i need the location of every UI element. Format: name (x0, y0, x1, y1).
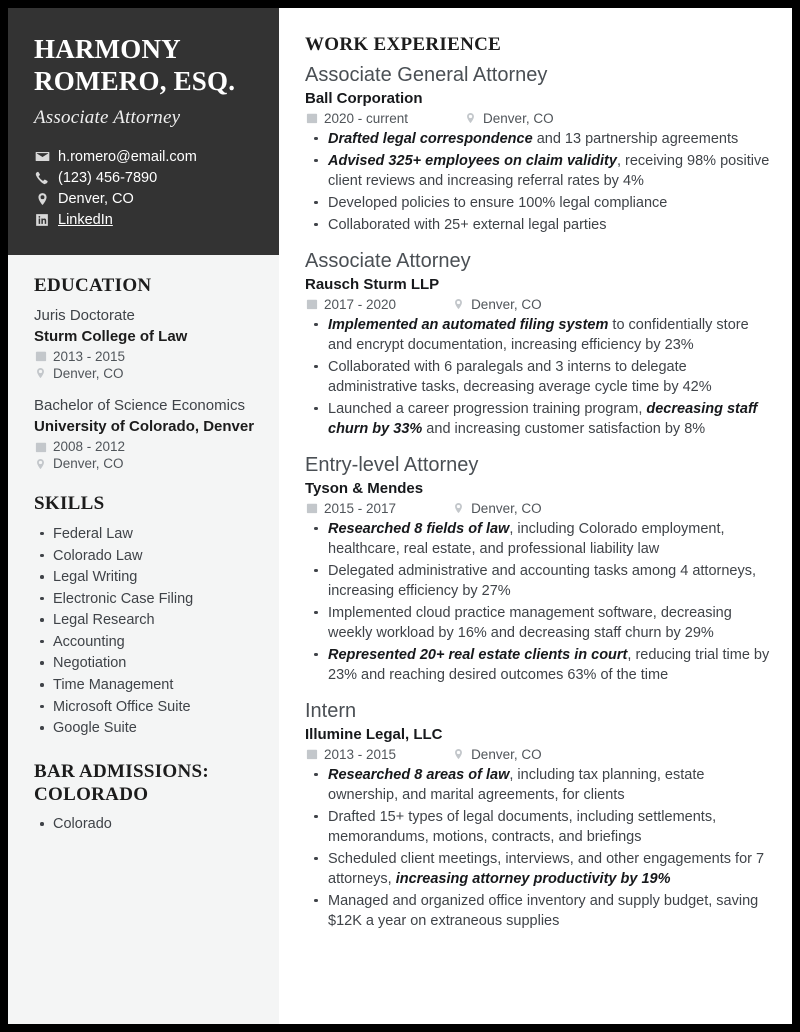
job-bullet: Collaborated with 6 paralegals and 3 interns to delegate administrative tasks, decreasing average cycle time by 42% (305, 357, 772, 397)
list-item: Negotiation (34, 653, 255, 674)
education-section (34, 275, 255, 471)
job-bullet: Managed and organized office inventory and supply budget, saving $12K a year on extraneous supplies (305, 891, 772, 931)
job-entry (305, 699, 772, 931)
education-location (34, 366, 255, 381)
education-location-text: Denver, CO (53, 365, 124, 381)
list-item: Legal Research (34, 610, 255, 631)
skills-section (34, 493, 255, 739)
candidate-subtitle: Associate Attorney (34, 106, 181, 128)
job-bullet: Collaborated with 25+ external legal parties (305, 215, 772, 235)
job-title: Associate Attorney (305, 249, 471, 272)
bar-admissions-section (34, 761, 255, 835)
job-company: Ball Corporation (305, 90, 423, 108)
job-entry (305, 249, 772, 439)
job-dates-text: 2020 - current (324, 110, 409, 126)
job-entry (305, 63, 772, 235)
job-bullet-list (305, 765, 772, 931)
calendar-icon (34, 440, 47, 453)
education-dates (34, 439, 255, 454)
job-dates (305, 111, 408, 126)
resume-page (8, 8, 792, 1024)
job-bullet: Researched 8 areas of law, including tax planning, estate ownership, and marital agreements, for clients (305, 765, 772, 805)
contact-location-text: Denver, CO (58, 190, 134, 207)
sidebar (8, 8, 279, 1024)
education-degree: Juris Doctorate (34, 306, 135, 324)
job-bullet: Drafted legal correspondence and 13 partnership agreements (305, 129, 772, 149)
job-dates-text: 2015 - 2017 (324, 500, 397, 516)
skills-heading: SKILLS (34, 493, 105, 515)
job-dates (305, 501, 396, 516)
list-item: Federal Law (34, 524, 255, 545)
education-dates-text: 2008 - 2012 (53, 439, 126, 455)
bar-admissions-list (34, 814, 255, 835)
calendar-icon (34, 350, 47, 363)
job-bullet: Drafted 15+ types of legal documents, including settlements, memorandums, motions, contracts, and briefings (305, 807, 772, 847)
sidebar-header (8, 8, 279, 255)
bar-admissions-heading: BAR ADMISSIONS: COLORADO (34, 760, 210, 805)
job-location (452, 501, 542, 516)
job-location (464, 111, 554, 126)
education-degree: Bachelor of Science Economics (34, 396, 245, 414)
job-title: Entry-level Attorney (305, 453, 479, 476)
job-bullet: Launched a career progression training program, decreasing staff churn by 33% and increasing customer satisfaction by 8% (305, 399, 772, 439)
job-location-text: Denver, CO (483, 110, 554, 126)
list-item: Accounting (34, 632, 255, 653)
job-bullet: Delegated administrative and accounting tasks among 4 attorneys, increasing efficiency by 27% (305, 561, 772, 601)
job-bullet: Scheduled client meetings, interviews, and other engagements for 7 attorneys, increasing attorney productivity by 19% (305, 849, 772, 889)
job-bullet: Implemented an automated filing system to confidentially store and encrypt documentation, increasing efficiency by 23% (305, 315, 772, 355)
job-bullet: Advised 325+ employees on claim validity, receiving 98% positive client reviews and increasing referral rates by 4% (305, 151, 772, 191)
location-pin-icon (464, 112, 477, 125)
job-bullet-list (305, 519, 772, 685)
phone-icon (34, 170, 50, 186)
education-dates (34, 349, 255, 364)
job-bullet-list (305, 129, 772, 235)
calendar-icon (305, 298, 318, 311)
job-location-text: Denver, CO (471, 500, 542, 516)
job-meta (305, 501, 772, 516)
location-pin-icon (452, 502, 465, 515)
job-dates (305, 747, 396, 762)
candidate-name: HARMONY ROMERO, ESQ. (34, 34, 236, 96)
job-location (452, 747, 542, 762)
job-bullet: Represented 20+ real estate clients in court, reducing trial time by 23% and reaching desired outcomes 63% of the time (305, 645, 772, 685)
contact-email (34, 149, 255, 165)
job-list (305, 63, 772, 931)
calendar-icon (305, 502, 318, 515)
contact-email-text: h.romero@email.com (58, 148, 197, 165)
contact-linkedin-text[interactable]: LinkedIn (58, 211, 113, 228)
envelope-icon (34, 149, 50, 165)
list-item: Time Management (34, 675, 255, 696)
calendar-icon (305, 748, 318, 761)
location-pin-icon (452, 298, 465, 311)
contact-list (34, 149, 255, 228)
job-dates (305, 297, 396, 312)
job-dates-text: 2017 - 2020 (324, 296, 397, 312)
education-school: University of Colorado, Denver (34, 418, 255, 436)
education-entry (34, 306, 255, 381)
job-bullet-list (305, 315, 772, 439)
contact-phone (34, 170, 255, 186)
job-bullet: Implemented cloud practice management software, decreasing weekly workload by 16% and decreasing staff churn by 29% (305, 603, 772, 643)
calendar-icon (305, 112, 318, 125)
skills-list (34, 524, 255, 739)
location-pin-icon (452, 748, 465, 761)
list-item: Google Suite (34, 718, 255, 739)
location-pin-icon (34, 191, 50, 207)
education-dates-text: 2013 - 2015 (53, 348, 126, 364)
location-pin-icon (34, 457, 47, 470)
job-location-text: Denver, CO (471, 296, 542, 312)
job-meta (305, 747, 772, 762)
job-company: Tyson & Mendes (305, 480, 424, 498)
linkedin-icon (34, 212, 50, 228)
contact-location (34, 191, 255, 207)
job-meta (305, 111, 772, 126)
job-title: Associate General Attorney (305, 64, 548, 86)
job-company: Illumine Legal, LLC (305, 726, 443, 744)
job-entry (305, 453, 772, 685)
list-item: Colorado (34, 814, 255, 835)
main-column (279, 8, 792, 1024)
list-item: Legal Writing (34, 567, 255, 588)
education-location (34, 456, 255, 471)
job-dates-text: 2013 - 2015 (324, 746, 397, 762)
contact-phone-text: (123) 456-7890 (58, 169, 158, 186)
job-title: Intern (305, 699, 357, 722)
education-entry (34, 396, 255, 471)
education-location-text: Denver, CO (53, 456, 124, 472)
sidebar-body (8, 255, 279, 856)
job-location-text: Denver, CO (471, 746, 542, 762)
job-company: Rausch Sturm LLP (305, 276, 440, 294)
list-item: Colorado Law (34, 546, 255, 567)
education-heading: EDUCATION (34, 274, 152, 296)
list-item: Electronic Case Filing (34, 589, 255, 610)
job-bullet: Developed policies to ensure 100% legal compliance (305, 193, 772, 213)
job-bullet: Researched 8 fields of law, including Colorado employment, healthcare, real estate, and professional liability law (305, 519, 772, 559)
job-meta (305, 297, 772, 312)
job-location (452, 297, 542, 312)
work-experience-heading: WORK EXPERIENCE (305, 34, 502, 55)
contact-linkedin[interactable] (34, 212, 255, 228)
location-pin-icon (34, 367, 47, 380)
list-item: Microsoft Office Suite (34, 697, 255, 718)
education-school: Sturm College of Law (34, 327, 188, 345)
